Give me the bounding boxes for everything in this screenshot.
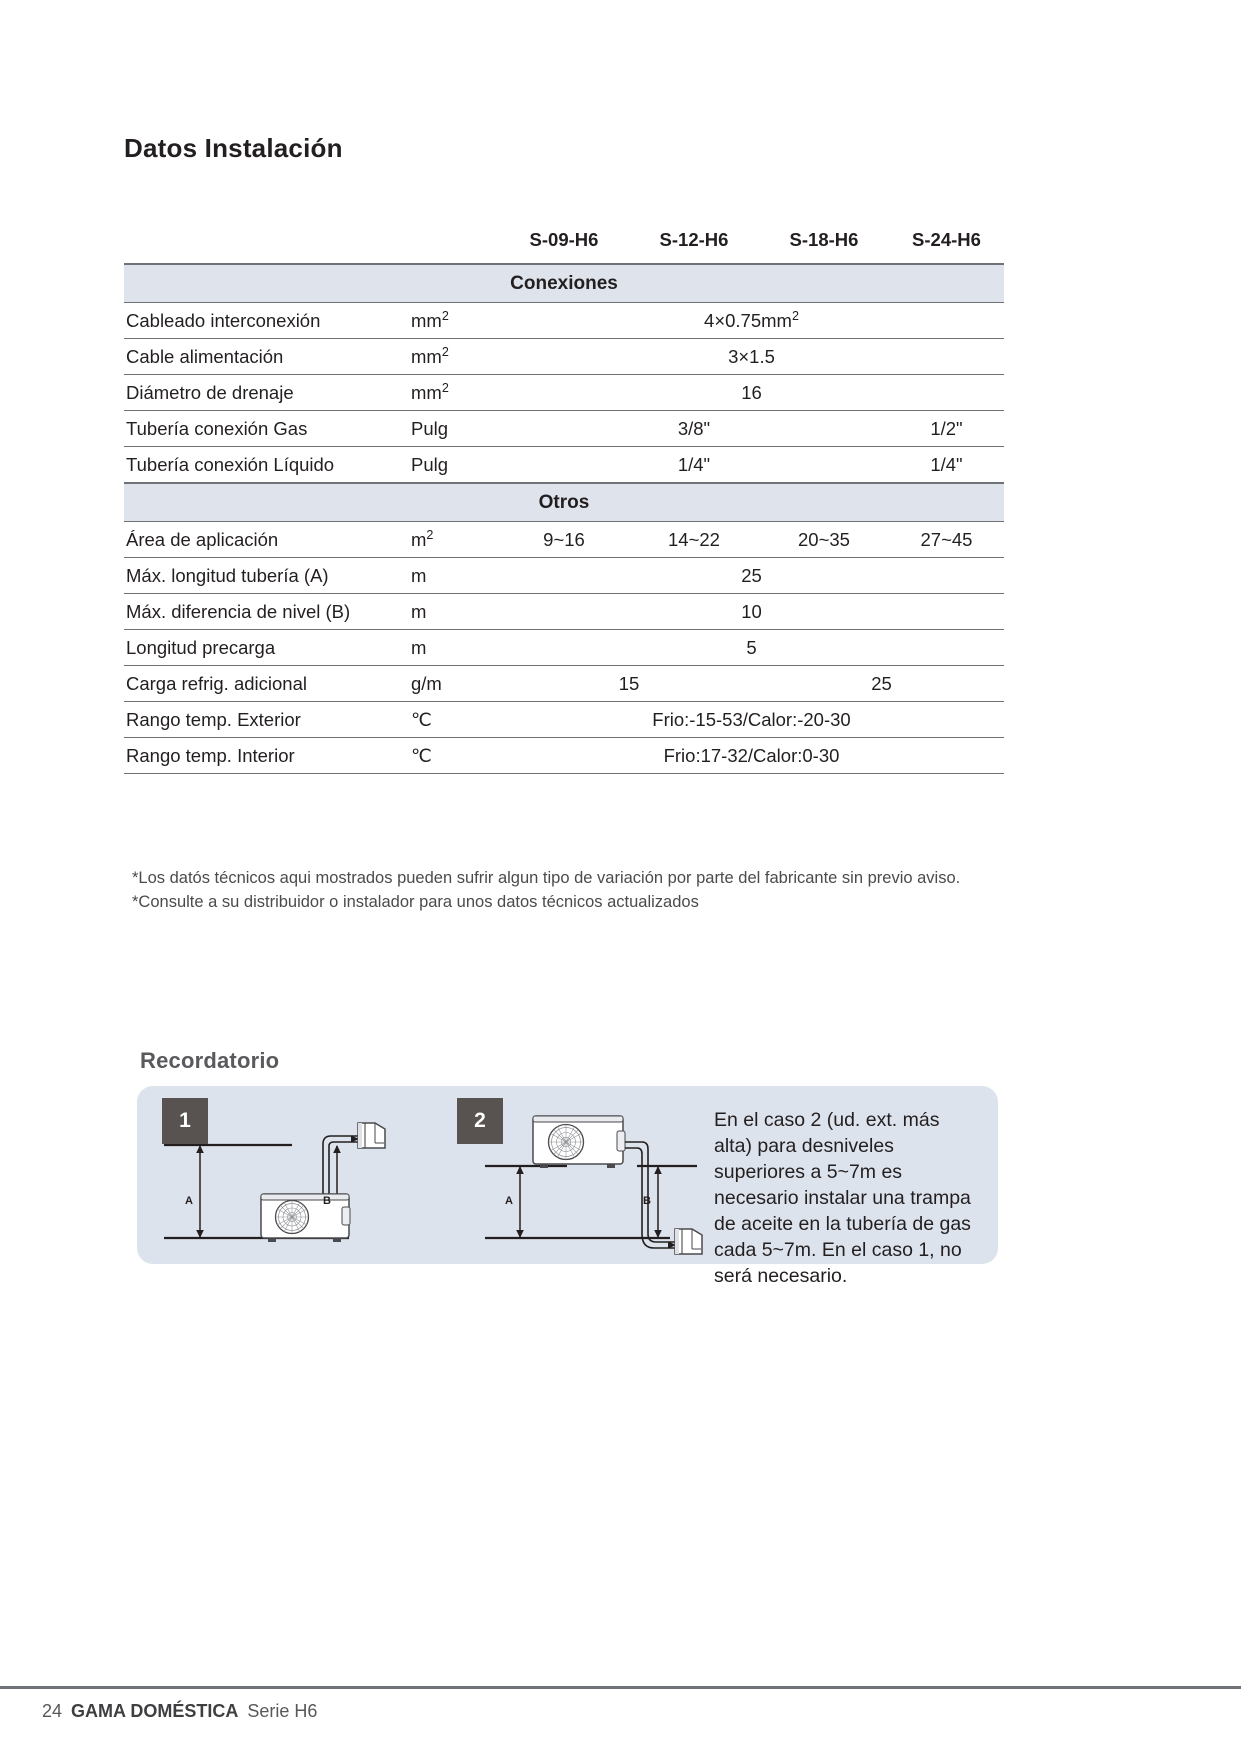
group-header-label: Otros bbox=[124, 483, 1004, 522]
row-value-all: 10 bbox=[499, 594, 1004, 630]
row-value-all: 16 bbox=[499, 375, 1004, 411]
row-value-left: 15 bbox=[499, 666, 759, 702]
footer-divider bbox=[0, 1686, 1241, 1689]
footnotes bbox=[132, 867, 960, 915]
row-label: Máx. diferencia de nivel (B) bbox=[124, 594, 409, 630]
table-row bbox=[124, 411, 1004, 447]
row-unit: m bbox=[409, 630, 499, 666]
case-badge-2: 2 bbox=[457, 1098, 503, 1144]
table-row bbox=[124, 303, 1004, 339]
row-value-s24: 27~45 bbox=[889, 522, 1004, 558]
installation-data-table bbox=[124, 222, 1004, 774]
row-unit: $mm^2$ bbox=[409, 339, 499, 375]
row-value-all: Frio:-15-53/Calor:-20-30 bbox=[499, 702, 1004, 738]
row-label: Área de aplicación bbox=[124, 522, 409, 558]
group-header-label: Conexiones bbox=[124, 264, 1004, 303]
row-unit: $m^2$ bbox=[409, 522, 499, 558]
row-value-all: Frio:17-32/Calor:0-30 bbox=[499, 738, 1004, 774]
row-value-s18: 20~35 bbox=[759, 522, 889, 558]
row-label: Tubería conexión Gas bbox=[124, 411, 409, 447]
row-value-all: 5 bbox=[499, 630, 1004, 666]
row-unit: m bbox=[409, 558, 499, 594]
table-row bbox=[124, 522, 1004, 558]
table-column-header-row bbox=[124, 222, 1004, 264]
row-unit: $mm^2$ bbox=[409, 303, 499, 339]
column-header-s09: S-09-H6 bbox=[529, 229, 599, 250]
row-value-right: 1/4" bbox=[889, 447, 1004, 484]
table-row bbox=[124, 339, 1004, 375]
table-row bbox=[124, 594, 1004, 630]
row-value-s12: 14~22 bbox=[629, 522, 759, 558]
row-label: Carga refrig. adicional bbox=[124, 666, 409, 702]
recordatorio-panel bbox=[137, 1086, 998, 1287]
row-label: Diámetro de drenaje bbox=[124, 375, 409, 411]
footer-brand: GAMA DOMÉSTICA bbox=[71, 1701, 239, 1721]
row-label: Cableado interconexión bbox=[124, 303, 409, 339]
row-value-all: 25 bbox=[499, 558, 1004, 594]
row-value-s09: 9~16 bbox=[499, 522, 629, 558]
row-label: Longitud precarga bbox=[124, 630, 409, 666]
group-header-conexiones bbox=[124, 264, 1004, 303]
row-value-all: 3×1.5 bbox=[499, 339, 1004, 375]
footer-page-number: 24 bbox=[42, 1701, 63, 1721]
row-label: Rango temp. Interior bbox=[124, 738, 409, 774]
recordatorio-content bbox=[137, 1086, 998, 1287]
row-value-all: $4\times 0.75mm^2$ bbox=[499, 303, 1004, 339]
case-badge-1: 1 bbox=[162, 1098, 208, 1144]
recordatorio-text: En el caso 2 (ud. ext. más alta) para desniveles superiores a 5~7m es necesario instalar una trampa de aceite en la tubería de gas cada 5~7m. En el caso 1, no será necesario. bbox=[714, 1109, 971, 1287]
row-label: Tubería conexión Líquido bbox=[124, 447, 409, 484]
row-label: Cable alimentación bbox=[124, 339, 409, 375]
footnote-line-1: *Los datós técnicos aqui mostrados pueden sufrir algun tipo de variación por parte del fabricante sin previo aviso. bbox=[132, 869, 961, 887]
row-unit: Pulg bbox=[409, 411, 499, 447]
row-unit: g/m bbox=[409, 666, 499, 702]
recordatorio-heading: Recordatorio bbox=[140, 1048, 280, 1073]
column-header-s24: S-24-H6 bbox=[912, 229, 981, 250]
row-unit: Pulg bbox=[409, 447, 499, 484]
row-label: Rango temp. Exterior bbox=[124, 702, 409, 738]
group-header-otros bbox=[124, 483, 1004, 522]
column-header-s12: S-12-H6 bbox=[659, 229, 729, 250]
svg-text:B: B bbox=[323, 1195, 331, 1207]
table-row bbox=[124, 630, 1004, 666]
row-value-right: 1/2" bbox=[889, 411, 1004, 447]
row-value-left: 1/4" bbox=[499, 447, 889, 484]
row-value-left: 3/8" bbox=[499, 411, 889, 447]
row-unit: ℃ bbox=[409, 738, 499, 774]
svg-text:B: B bbox=[643, 1195, 651, 1207]
column-header-unit bbox=[409, 222, 499, 264]
footer-series: Serie H6 bbox=[247, 1701, 318, 1721]
row-label: Máx. longitud tubería (A) bbox=[124, 558, 409, 594]
table-row bbox=[124, 447, 1004, 484]
row-unit: ℃ bbox=[409, 702, 499, 738]
page-footer bbox=[42, 1701, 317, 1722]
table-row bbox=[124, 375, 1004, 411]
column-header-spacer bbox=[124, 222, 409, 264]
svg-text:A: A bbox=[185, 1195, 193, 1207]
row-unit: m bbox=[409, 594, 499, 630]
row-unit: $mm^2$ bbox=[409, 375, 499, 411]
column-header-s18: S-18-H6 bbox=[789, 229, 859, 250]
table-row bbox=[124, 702, 1004, 738]
row-value-right: 25 bbox=[759, 666, 1004, 702]
footnote-line-2: *Consulte a su distribuidor o instalador para unos datos técnicos actualizados bbox=[132, 892, 699, 911]
table-row bbox=[124, 558, 1004, 594]
page-title: Datos Instalación bbox=[124, 133, 343, 163]
table-row bbox=[124, 738, 1004, 774]
table-row bbox=[124, 666, 1004, 702]
svg-text:A: A bbox=[505, 1195, 513, 1207]
